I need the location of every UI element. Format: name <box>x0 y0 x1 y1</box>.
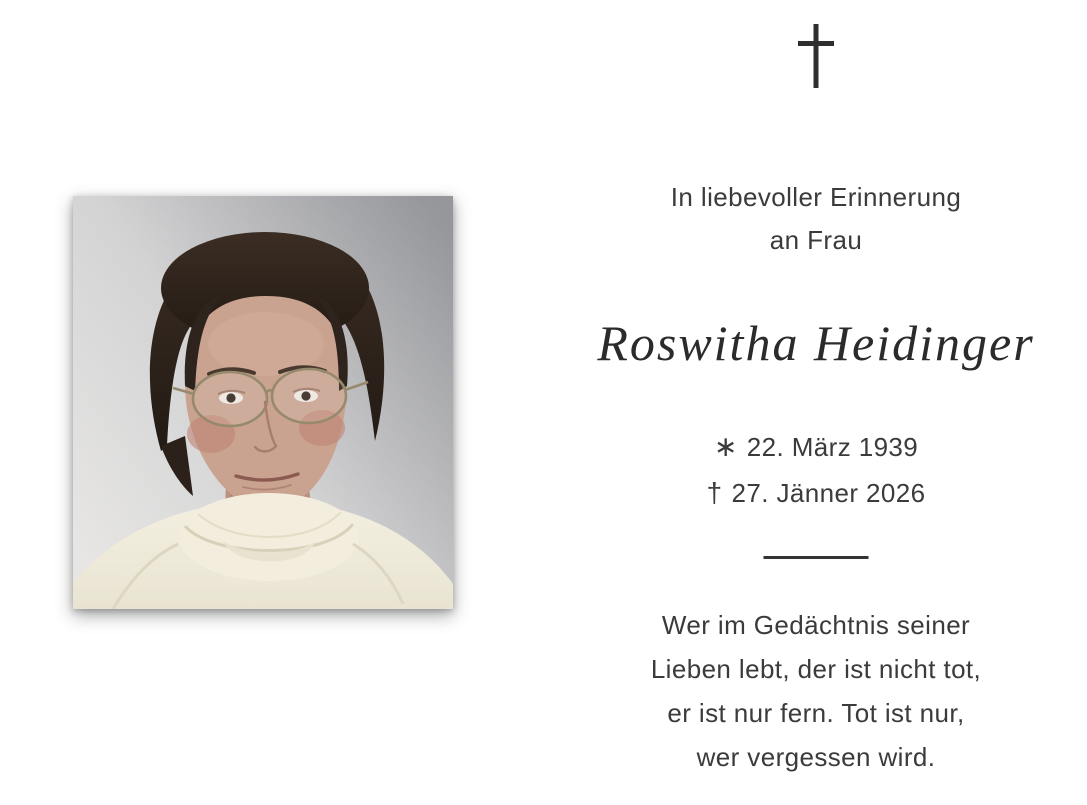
birth-date: 22. März 1939 <box>746 432 919 462</box>
latin-cross-icon <box>798 24 834 88</box>
cross-vertical-bar <box>814 24 819 88</box>
verse-line-4: wer vergessen wird. <box>696 742 936 772</box>
intro-line-1: In liebevoller Erinnerung <box>670 182 962 212</box>
deceased-name: Roswitha Heidinger <box>597 315 1035 371</box>
intro-line-2: an Frau <box>769 225 863 255</box>
portrait-photo-canvas <box>73 196 453 609</box>
memorial-verse <box>546 603 1086 779</box>
intro-text <box>546 176 1086 262</box>
cross-horizontal-bar <box>798 41 834 46</box>
memorial-text-column <box>546 0 1086 805</box>
death-dagger-symbol: † <box>706 477 723 508</box>
birth-star-symbol: ∗ <box>713 431 738 462</box>
divider-rule <box>764 556 869 559</box>
portrait-photo <box>73 196 453 609</box>
death-date-line <box>546 470 1086 516</box>
verse-line-3: er ist nur fern. Tot ist nur, <box>667 698 965 728</box>
death-date: 27. Jänner 2026 <box>731 478 926 508</box>
birth-date-line <box>546 424 1086 470</box>
verse-line-1: Wer im Gedächtnis seiner <box>661 610 971 640</box>
verse-line-2: Lieben lebt, der ist nicht tot, <box>650 654 982 684</box>
life-dates <box>546 424 1086 516</box>
